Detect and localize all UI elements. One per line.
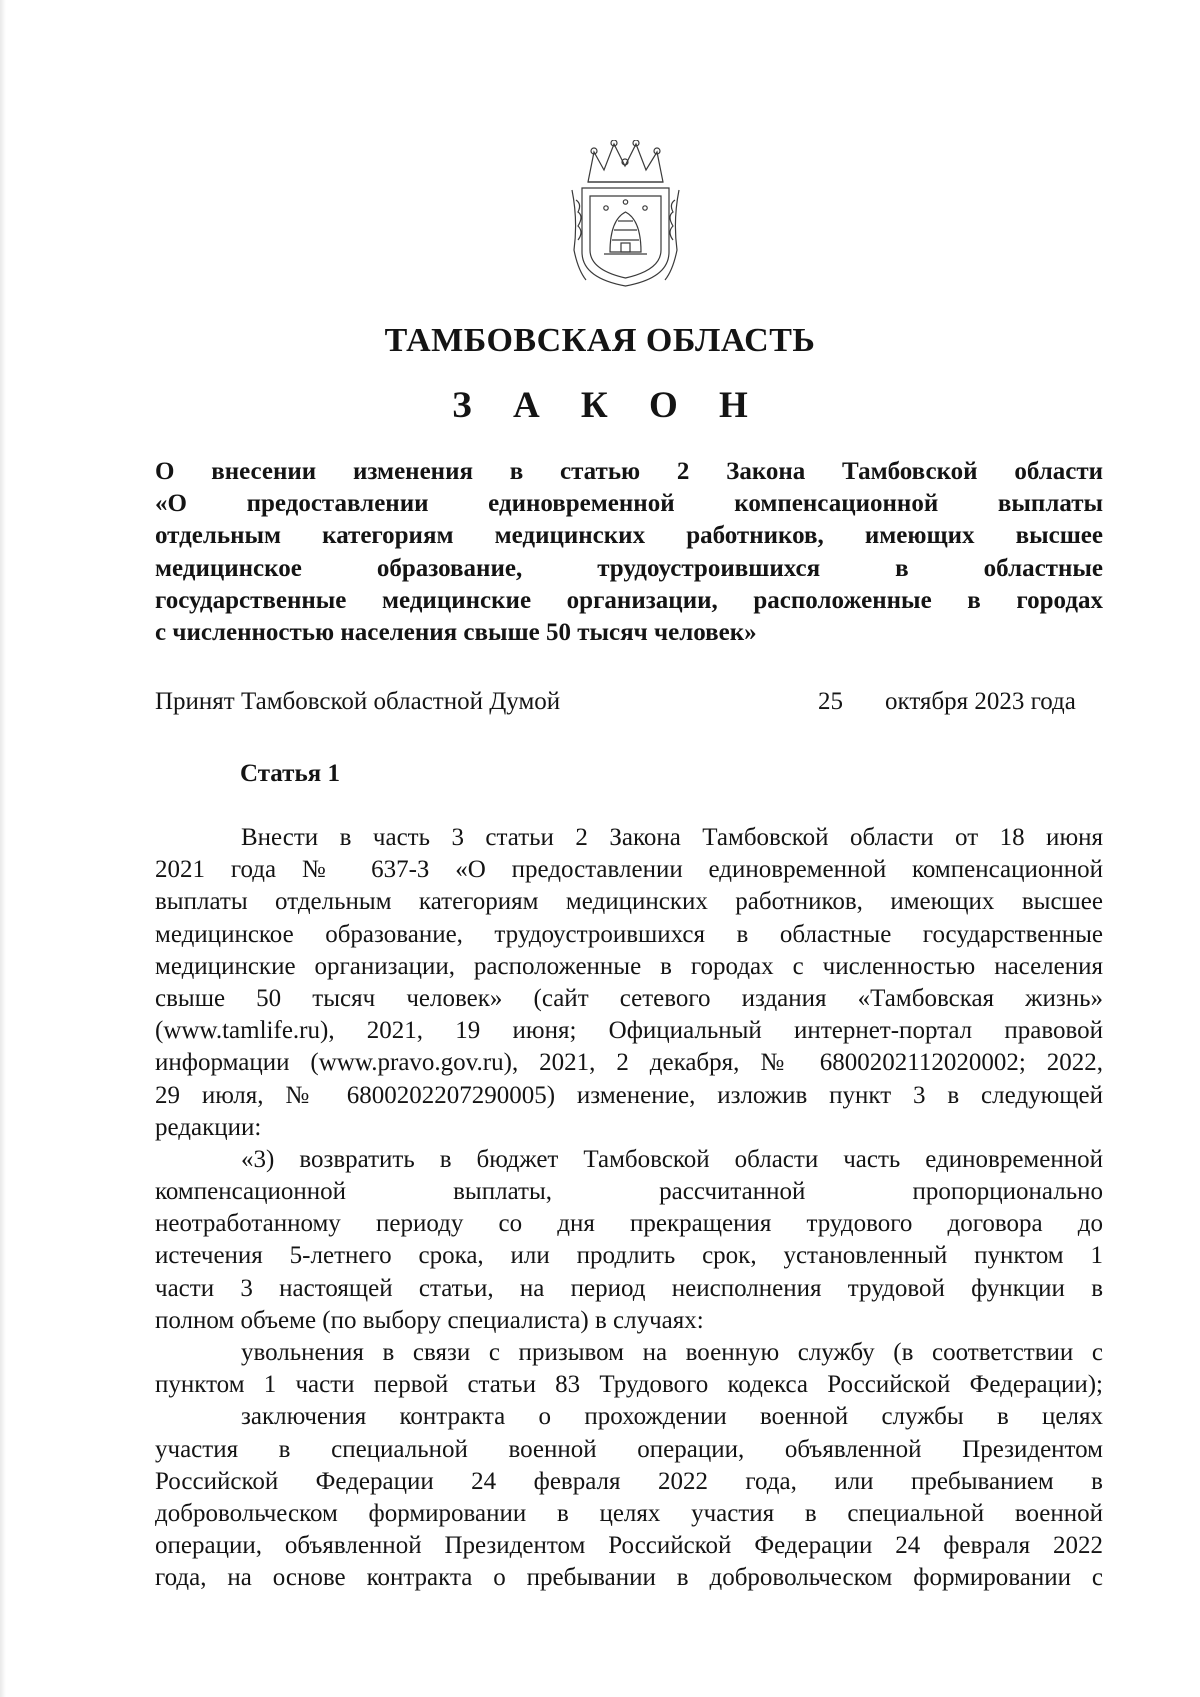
body-line: 2021 года № 637-З «О предоставлении единовременной компенсационной	[155, 856, 1103, 884]
body-line: медицинское образование, трудоустроившихся в областные государственные	[155, 920, 1103, 948]
title-line: отдельным категориям медицинских работников, имеющих высшее	[155, 522, 1103, 550]
body-line: добровольческом формировании в целях участия в специальной военной	[155, 1499, 1103, 1527]
adopted-month-year: октября 2023 года	[885, 688, 1076, 715]
body-line: года, на основе контракта о пребывании в добровольческом формировании с	[155, 1564, 1103, 1592]
body-line: участия в специальной военной операции, объявленной Президентом	[155, 1435, 1103, 1463]
document-type-heading: З А К О Н	[452, 385, 764, 426]
title-line: медицинское образование, трудоустроившихся в областные	[155, 554, 1103, 582]
adopted-day: 25	[818, 688, 843, 715]
body-line: истечения 5-летнего срока, или продлить срок, установленный пунктом 1	[155, 1242, 1103, 1270]
title-line: государственные медицинские организации, расположенные в городах	[155, 586, 1103, 614]
body-line: Внести в часть 3 статьи 2 Закона Тамбовской области от 18 июня	[241, 824, 1103, 851]
body-line: заключения контракта о прохождении военной службы в целях	[241, 1403, 1103, 1431]
body-line: редакции:	[155, 1113, 262, 1141]
body-line: медицинские организации, расположенные в городах с численностью населения	[155, 952, 1103, 980]
body-line: информации (www.pravo.gov.ru), 2021, 2 декабря, № 6800202112020002; 2022,	[155, 1049, 1103, 1077]
title-line: О внесении изменения в статью 2 Закона Тамбовской области	[155, 458, 1103, 485]
body-line: (www.tamlife.ru), 2021, 19 июня; Официальный интернет-портал правовой	[155, 1017, 1103, 1045]
body-line: неотработанному периоду со дня прекращения трудового договора до	[155, 1210, 1103, 1238]
title-line: «О предоставлении единовременной компенсационной выплаты	[155, 490, 1103, 518]
body-line: полном объеме (по выбору специалиста) в случаях:	[155, 1306, 704, 1334]
title-line: с численностью населения свыше 50 тысяч человек»	[155, 618, 757, 646]
scan-edge-shadow	[0, 0, 6, 1697]
body-line: выплаты отдельным категориям медицинских работников, имеющих высшее	[155, 888, 1103, 916]
coat-of-arms-icon	[568, 140, 683, 288]
body-line: операции, объявленной Президентом Российской Федерации 24 февраля 2022	[155, 1532, 1103, 1560]
body-line: «3) возвратить в бюджет Тамбовской области часть единовременной	[241, 1145, 1103, 1173]
body-line: свыше 50 тысяч человек» (сайт сетевого издания «Тамбовская жизнь»	[155, 984, 1103, 1012]
law-title	[155, 456, 1103, 649]
body-line: пунктом 1 части первой статьи 83 Трудового кодекса Российской Федерации);	[155, 1371, 1103, 1399]
body-line: 29 июля, № 6800202207290005) изменение, изложив пункт 3 в следующей	[155, 1081, 1103, 1109]
body-line: компенсационной выплаты, рассчитанной пропорционально	[155, 1178, 1103, 1206]
article-body	[155, 822, 1103, 1595]
body-line: части 3 настоящей статьи, на период неисполнения трудовой функции в	[155, 1274, 1103, 1302]
adopted-by-label: Принят Тамбовской областной Думой	[155, 688, 561, 715]
body-line: Российской Федерации 24 февраля 2022 года, или пребыванием в	[155, 1467, 1103, 1495]
region-name: ТАМБОВСКАЯ ОБЛАСТЬ	[384, 322, 816, 359]
article-heading: Статья 1	[240, 760, 340, 787]
body-line: увольнения в связи с призывом на военную службу (в соответствии с	[241, 1339, 1103, 1366]
